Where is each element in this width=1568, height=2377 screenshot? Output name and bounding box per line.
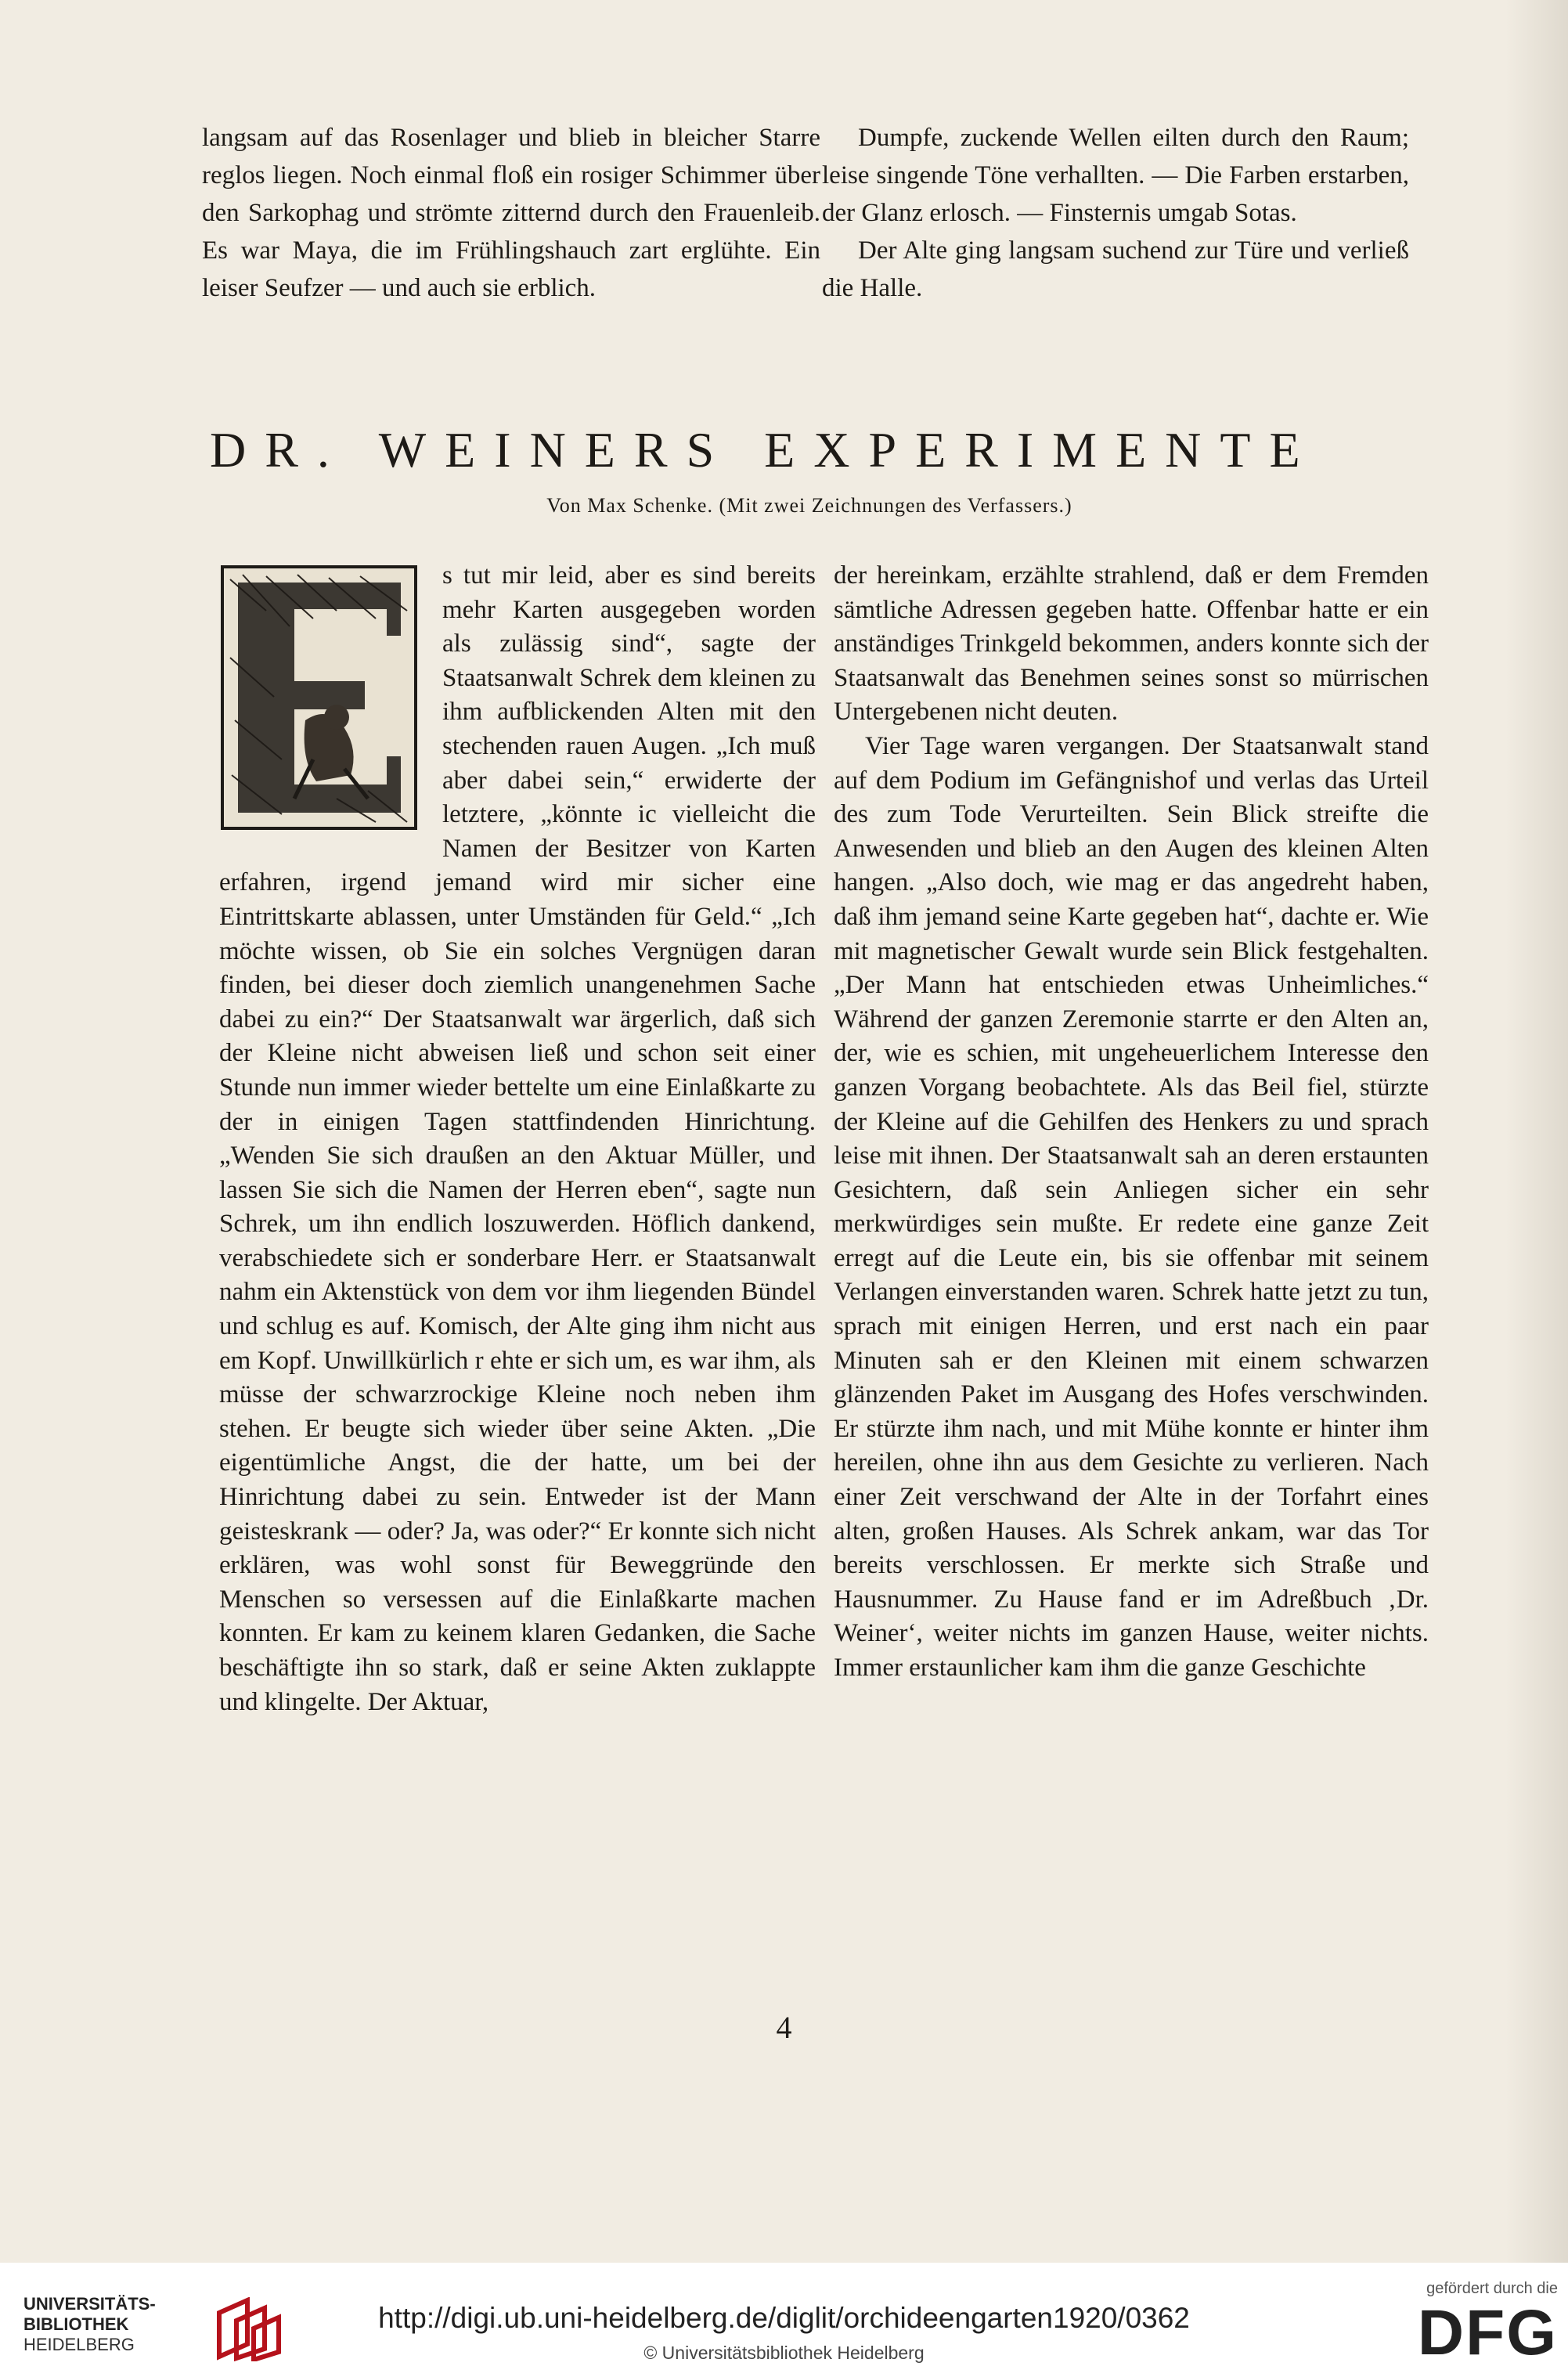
article-right-paragraph-2: Vier Tage waren vergangen. Der Staatsanwalt stand auf dem Podium im Gefängnishof und verlas das Urteil des zum Tode Verurteilten. Sein Blick streifte die Anwesenden und blieb an den Augen des kleinen Alten hangen. „Also doch, wie mag er das angedreht haben, daß ihm jemand seine Karte gegeben hat“, dachte er. Wie mit magnetischer Gewalt wurde sein Blick festgehalten. „Der Mann hat entschieden etwas Unheimliches.“ Während der ganzen Zeremonie starrte er den Alten an, der, wie es schien, mit ungeheuerlichem Interesse den ganzen Vorgang beobachtete. Als das Beil fiel, stürzte der Kleine auf die Gehilfen des Henkers zu und sprach leise mit ihnen. Der Staatsanwalt sah an deren erstaunten Gesichtern, daß sein Anliegen sicher ein sehr merkwürdiges sein mußte. Er redete eine ganze Zeit erregt auf die Leute ein, bis sie offenbar mit seinem Verlangen einverstanden waren. Schrek hatte jetzt zu tun, sprach mit einigen Herren, und erst nach ein paar Minuten sah er den Kleinen mit einem schwarzen glänzenden Paket im Ausgang des Hofes verschwinden. Er stürzte ihm nach, und mit Mühe konnte er hinter ihm hereilen, ohne ihn aus dem Gesichte zu verlieren. Nach einer Zeit verschwand der Alte in der Torfahrt eines alten, großen Hauses. Als Schrek ankam, war das Tor bereits verschlossen. Er merkte sich Straße und Hausnummer. Zu Hause fand er im Adreßbuch ‚Dr. Weiner‘, weiter nichts im ganzen Hause, weiter nichts. Immer erstaunlicher kam ihm die ganze Geschichte	[834, 731, 1429, 1682]
top-right-column	[822, 119, 1409, 307]
article-byline: Von Max Schenke. (Mit zwei Zeichnungen des Verfassers.)	[546, 494, 1072, 517]
page-number: 4	[776, 2010, 792, 2045]
top-right-paragraph-1: Dumpfe, zuckende Wellen eilten durch den Raum; leise singende Töne verhallten. — Die Farben erstarben, der Glanz erlosch. — Finsternis umgab Sotas.	[822, 124, 1409, 227]
dfg-logo-icon: DFG	[1417, 2297, 1558, 2368]
digitization-footer	[0, 2263, 1568, 2377]
funding-caption: gefördert durch die	[1426, 2280, 1558, 2297]
article-left-column	[219, 559, 816, 1719]
page-edge-shadow	[1505, 0, 1568, 2263]
top-right-paragraph-2: Der Alte ging langsam suchend zur Türe und verließ die Halle.	[822, 236, 1409, 302]
article-right-paragraph-1: der hereinkam, erzählte strahlend, daß er dem Fremden sämtliche Adressen gegeben hatte. Offenbar hatte er ein anständiges Trinkgeld bekommen, anders konnte sich der Staatsanwalt das Benehmen seines sonst so mürrischen Untergebenen nicht deuten.	[834, 561, 1429, 727]
top-left-paragraph: langsam auf das Rosenlager und blieb in bleicher Starre reglos liegen. Noch einmal floß ein rosiger Schimmer über den Sarkophag und strömte zitternd durch den Frauenleib. Es war Maya, die im Frühlingshauch zart erglühte. Ein leiser Seufzer — und auch sie erblich.	[202, 124, 820, 302]
funding-logo[interactable]	[1401, 2280, 1558, 2368]
article-title: DR. WEINERS EXPERIMENTE	[210, 422, 1319, 478]
illustrated-initial	[219, 564, 419, 831]
library-name-line-3: HEIDELBERG	[23, 2335, 135, 2354]
copyright-notice: © Universitätsbibliothek Heidelberg	[643, 2343, 925, 2363]
library-name-line-1: UNIVERSITÄTS-	[23, 2294, 156, 2314]
library-name-line-2: BIBLIOTHEK	[23, 2314, 129, 2334]
article-left-text: s tut mir leid, aber es sind bereits mehr Karten ausgegeben worden als zulässig sind“, sagte der Staatsanwalt Schrek dem kleinen zu ihm aufblickenden Alten mit den stechenden rauen Augen. „Ich muß aber dabei sein,“ erwiderte der letztere, „könnte ic vielleicht die Namen der Besitzer von Karten erfahren, irgend jemand wird mir sicher eine Eintrittskarte ablassen, unter Umständen für Geld.“ „Ich möchte wissen, ob Sie ein solches Vergnügen daran finden, bei dieser doch ziemlich unangenehmen Sache dabei zu ein?“ Der Staatsanwalt war ärgerlich, daß sich der Kleine nicht abweisen ließ und schon seit einer Stunde nun immer wieder bettelte um eine Einlaßkarte zu der in einigen Tagen stattfindenden Hinrichtung. „Wenden Sie sich draußen an den Aktuar Müller, und lassen Sie sich die Namen der Herren eben“, sagte nun Schrek, um ihn endlich loszuwerden. Höflich dankend, verabschiedete sich er sonderbare Herr. er Staatsanwalt nahm ein Aktenstück von dem vor ihm liegenden Bündel und schlug es auf. Komisch, der Alte ging ihm nicht aus em Kopf. Unwillkürlich r ehte er sich um, es war ihm, als müsse der schwarzrockige Kleine noch neben ihm stehen. Er beugte sich wieder über seine Akten. „Die eigentümliche Angst, die der hatte, um bei der Hinrichtung dabei zu sein. Entweder ist der Mann geisteskrank — oder? Ja, was oder?“ Er konnte sich nicht erklären, was wohl sonst für Beweggründe den Menschen so versessen auf die Einlaßkarte machen konnten. Er kam zu keinem klaren Gedanken, die Sache beschäftigte ihn so stark, daß er seine Akten zuklappte und klingelte. Der Aktuar,	[219, 561, 816, 1716]
top-left-column	[202, 119, 820, 307]
initial-e-illustration-icon	[219, 564, 419, 831]
permalink-url[interactable]: http://digi.ub.uni-heidelberg.de/diglit/orchideengarten1920/0362	[378, 2302, 1190, 2334]
article-right-column	[834, 559, 1429, 1686]
